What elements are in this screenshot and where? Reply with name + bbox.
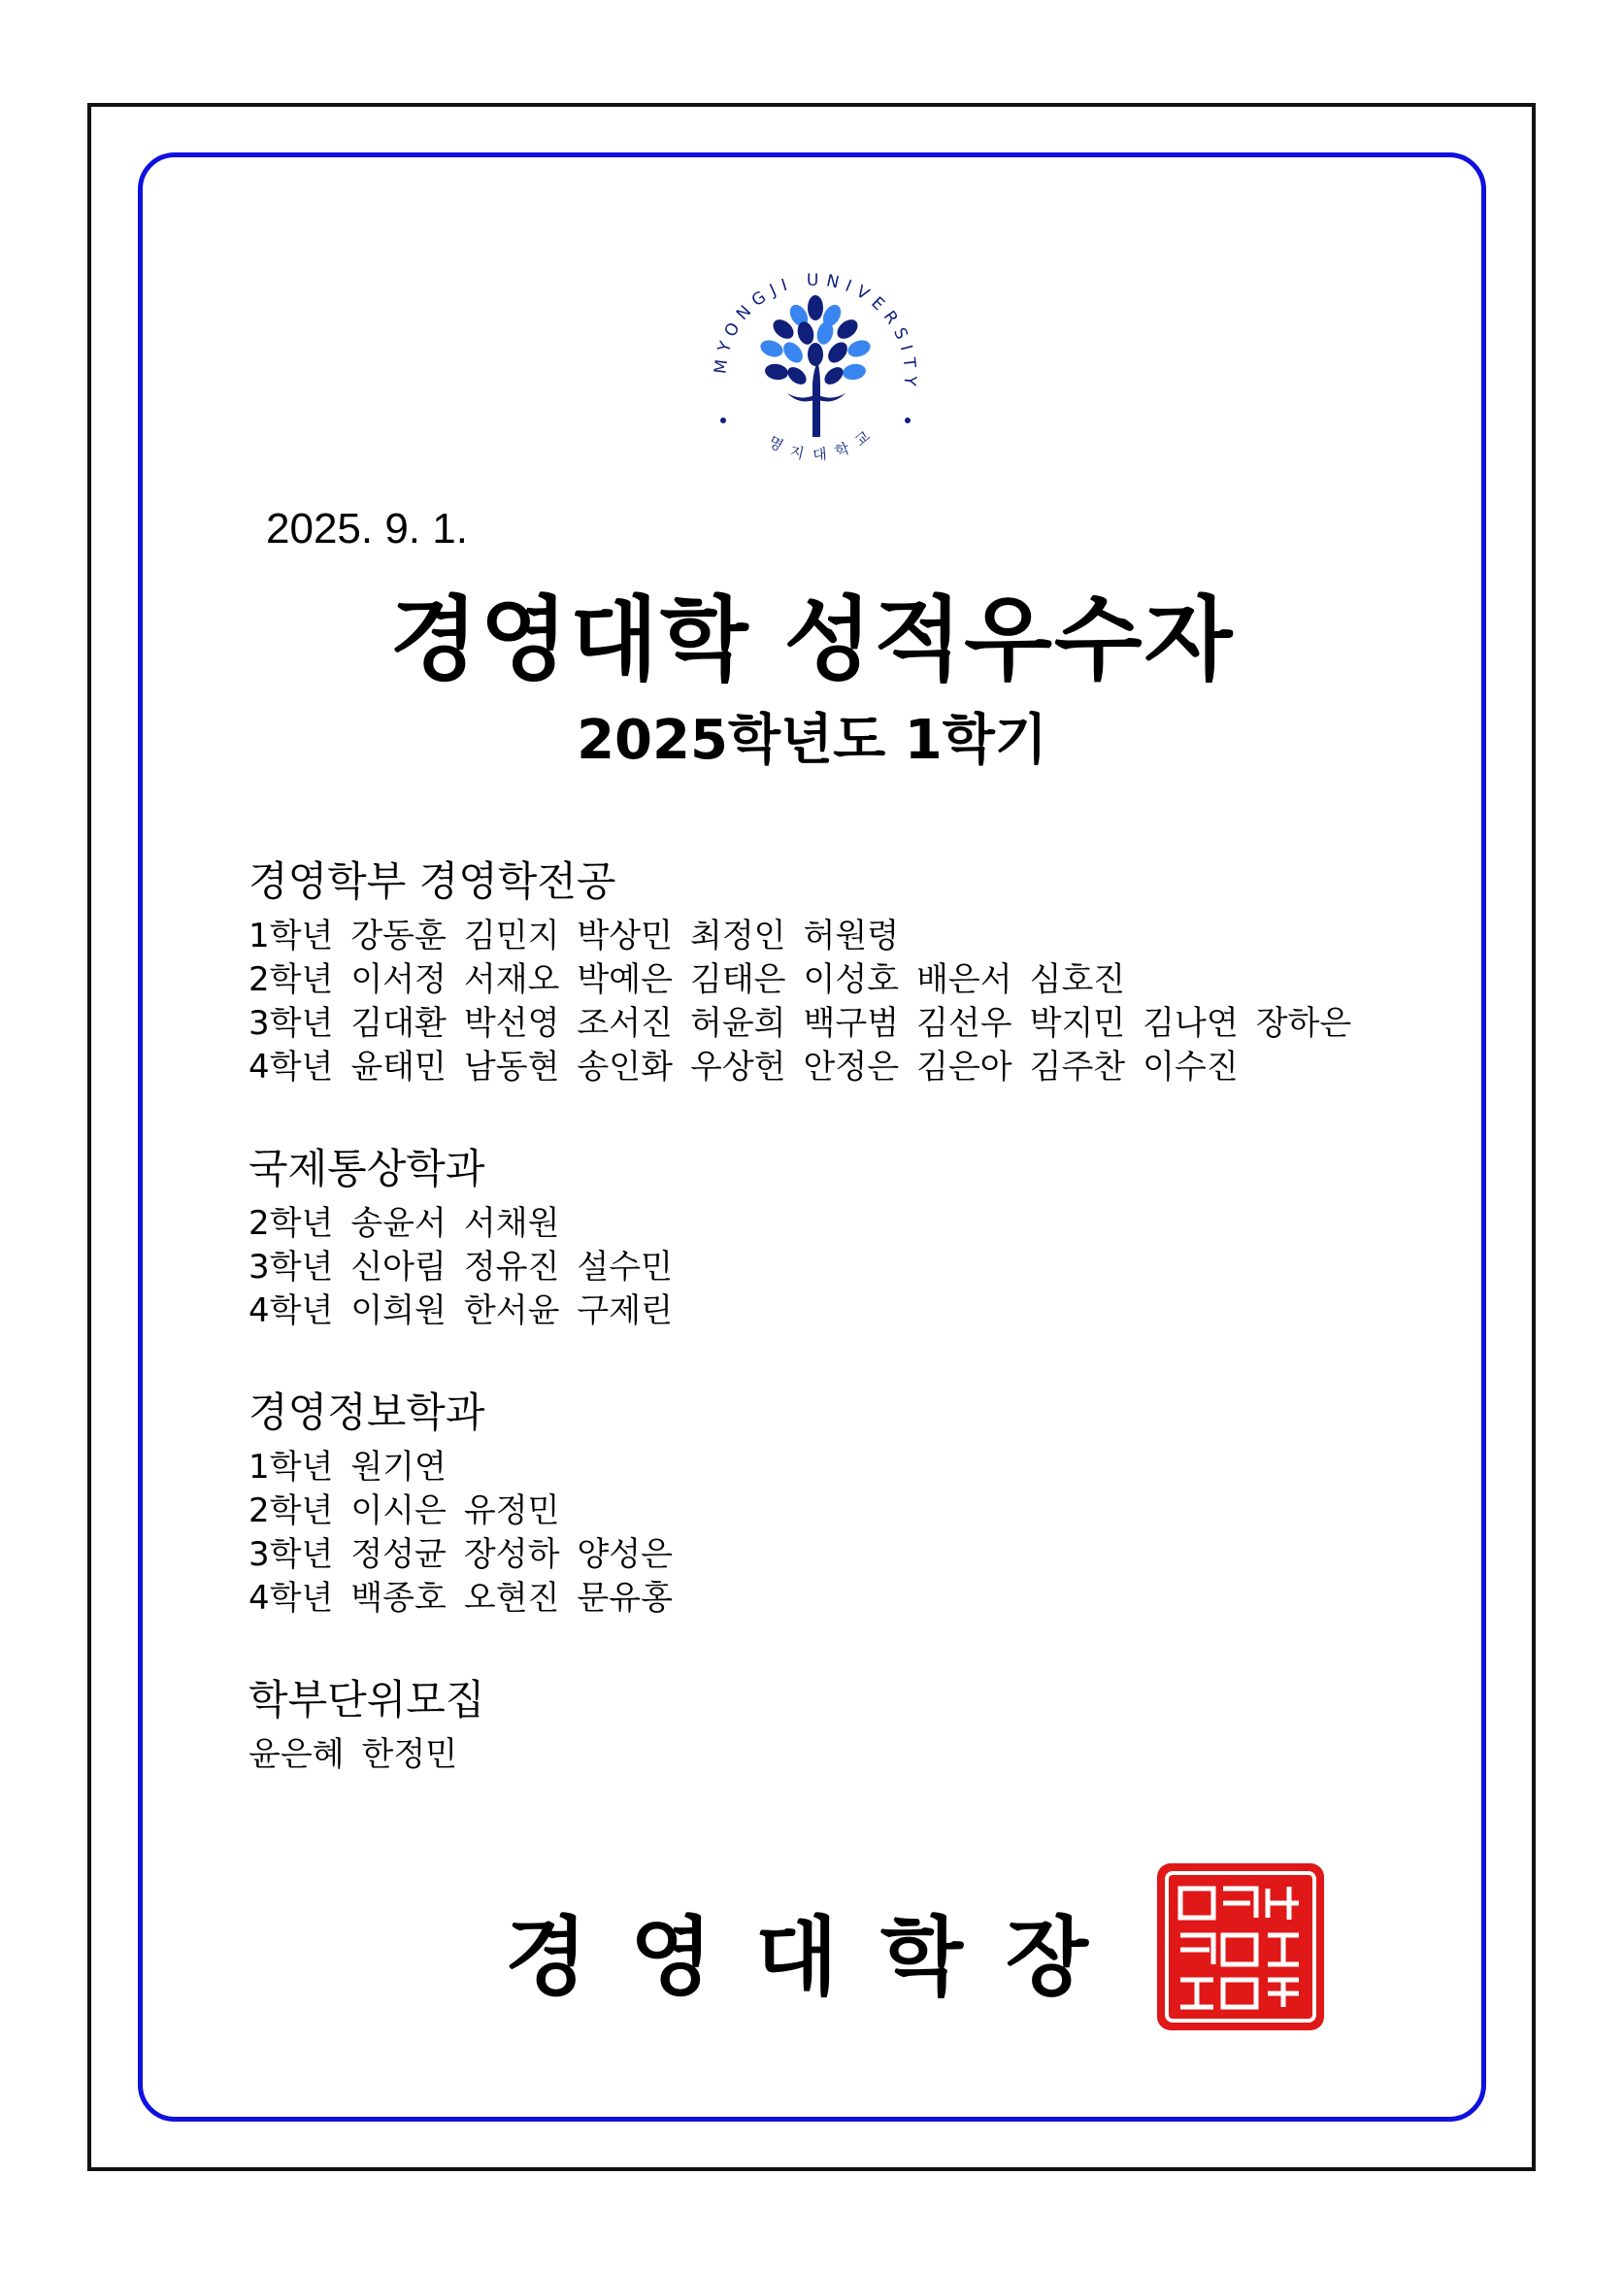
student-name: 백종호 [350,1579,447,1618]
student-name: 허윤희 [689,1004,786,1043]
student-name: 남동현 [463,1048,560,1087]
grade-row [249,1246,1510,1289]
student-name: 안정은 [803,1048,900,1087]
student-name: 구제린 [577,1291,673,1330]
student-name: 조서진 [577,1004,673,1043]
grade-label: 3학년 [249,1248,334,1287]
department-section [249,1384,1510,1621]
dean-signature: 경영대학장 [505,1907,1132,2007]
svg-text:MYONGJI UNIVERSITY: MYONGJI UNIVERSITY [711,270,920,394]
student-name: 윤은혜 [249,1735,345,1774]
student-name: 이수진 [1143,1048,1239,1087]
grade-label: 4학년 [249,1048,334,1087]
grade-row [249,958,1510,1002]
university-logo [694,248,937,490]
student-name: 김태은 [689,960,786,999]
student-name: 설수민 [577,1248,673,1287]
student-name: 김선우 [916,1004,1012,1043]
student-name: 장성하 [463,1535,560,1574]
page-title: 경영대학 성적우수자 [389,587,1235,693]
grade-row [249,1446,1510,1489]
department-name: 국제통상학과 [249,1145,485,1192]
student-name: 유정민 [463,1491,560,1530]
grade-row [249,915,1510,958]
student-name: 서채원 [463,1204,560,1243]
grade-label: 4학년 [249,1291,334,1330]
student-name: 박지민 [1029,1004,1126,1043]
grade-label: 3학년 [249,1535,334,1574]
student-name: 정유진 [463,1248,560,1287]
student-name: 백구범 [803,1004,900,1043]
grade-row [249,1733,1510,1777]
grade-row [249,1577,1510,1621]
student-name: 송인화 [577,1048,673,1087]
student-name: 박상민 [577,917,673,955]
grade-label: 1학년 [249,1448,334,1487]
student-name: 김민지 [463,917,560,955]
student-name: 이서정 [350,960,447,999]
student-name: 이희원 [350,1291,447,1330]
department-section [249,1671,1510,1777]
svg-text:명 지 대 학 교: 명 지 대 학 교 [765,425,877,464]
grade-label: 4학년 [249,1579,334,1618]
official-seal-stamp [1153,1859,1328,2034]
grade-label: 1학년 [249,917,334,955]
student-name: 이시은 [350,1491,447,1530]
student-name: 한정민 [361,1735,458,1774]
student-name: 박선영 [463,1004,560,1043]
grade-row [249,1002,1510,1046]
department-name: 경영정보학과 [249,1389,485,1436]
issue-date: 2025. 9. 1. [266,505,468,552]
grade-label: 2학년 [249,960,334,999]
student-name: 오현진 [463,1579,560,1618]
honor-roll-list [249,853,1510,1827]
grade-label: 2학년 [249,1204,334,1243]
student-name: 김주찬 [1029,1048,1126,1087]
student-name: 김나연 [1143,1004,1239,1043]
student-name: 이성호 [803,960,900,999]
department-name: 학부단위모집 [249,1676,485,1724]
student-name: 송윤서 [350,1204,447,1243]
student-name: 강동훈 [350,917,447,955]
grade-label: 3학년 [249,1004,334,1043]
grade-row [249,1202,1510,1246]
student-name: 한서윤 [463,1291,560,1330]
department-section [249,1140,1510,1333]
semester-subtitle: 2025학년도 1학기 [577,709,1047,772]
student-name: 최정인 [689,917,786,955]
student-name: 서재오 [463,960,560,999]
student-name: 우상헌 [689,1048,786,1087]
student-name: 배은서 [916,960,1012,999]
grade-label: 2학년 [249,1491,334,1530]
department-section [249,853,1510,1089]
student-name: 허원령 [803,917,900,955]
student-name: 장하은 [1255,1004,1352,1043]
student-name: 김대환 [350,1004,447,1043]
department-name: 경영학부 경영학전공 [249,857,616,905]
grade-row [249,1489,1510,1533]
student-name: 윤태민 [350,1048,447,1087]
grade-row [249,1046,1510,1089]
student-name: 박예은 [577,960,673,999]
student-name: 정성균 [350,1535,447,1574]
student-name: 양성은 [577,1535,673,1574]
student-name: 문유홍 [577,1579,673,1618]
grade-row [249,1533,1510,1577]
student-name: 신아림 [350,1248,447,1287]
student-name: 김은아 [916,1048,1012,1087]
student-name: 심호진 [1029,960,1126,999]
student-name: 원기연 [350,1448,447,1487]
grade-row [249,1289,1510,1333]
